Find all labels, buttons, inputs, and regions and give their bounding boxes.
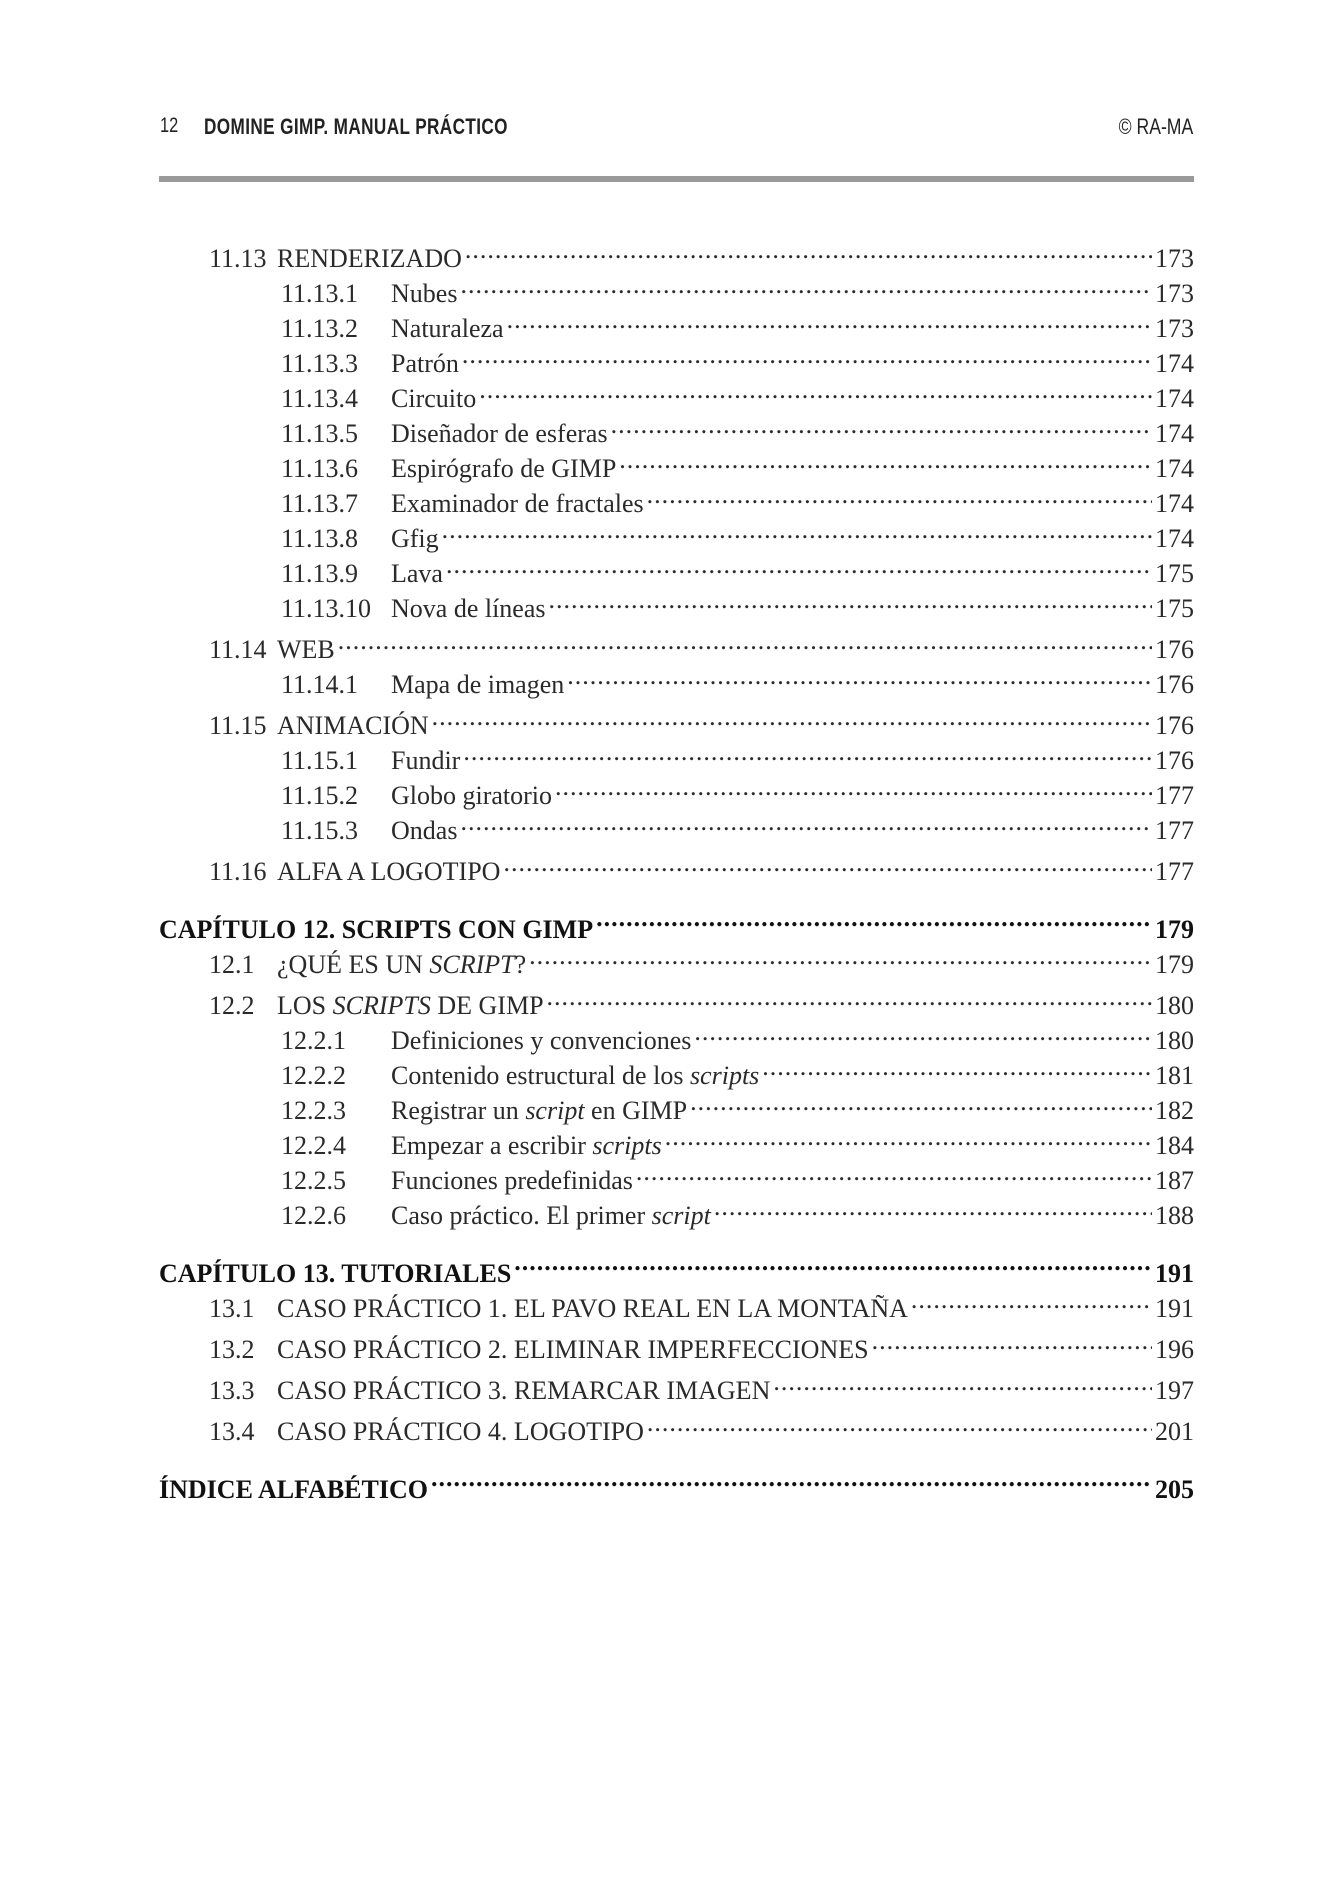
toc-entry-number: 12.2.5: [281, 1166, 346, 1195]
toc-entry-page: 174: [1155, 454, 1194, 483]
toc-dot-leader: [647, 477, 1152, 512]
toc-entry-page: 191: [1155, 1259, 1194, 1288]
toc-entry-page: 182: [1155, 1096, 1194, 1125]
toc-entry-title: ANIMACIÓN: [277, 711, 429, 740]
toc-entry-number: 12.2.1: [281, 1026, 346, 1055]
toc-dot-leader: [442, 512, 1152, 547]
toc-entry-page: 201: [1155, 1417, 1194, 1446]
toc-entry-title-italic: scripts: [592, 1131, 662, 1160]
toc-dot-leader: [549, 582, 1152, 617]
toc-dot-leader: [460, 267, 1152, 302]
toc-dot-leader: [463, 734, 1152, 769]
toc-entry-page: 174: [1155, 349, 1194, 378]
toc-entry-number: 11.13.8: [281, 524, 359, 553]
toc-entry-title-part: ¿QUÉ ES UN: [277, 950, 430, 979]
toc-entry-title-part: LOS: [277, 991, 333, 1020]
toc-entry-title-part: Registrar un: [391, 1096, 526, 1125]
toc-entry-page: 196: [1155, 1335, 1194, 1364]
toc-section-entry[interactable]: [159, 1364, 1194, 1405]
toc-entry-page: 173: [1155, 314, 1194, 343]
toc-entry-number: 11.15.3: [281, 816, 359, 845]
toc-entry-number: 12.2.3: [281, 1096, 346, 1125]
table-of-contents: [159, 232, 1194, 1504]
toc-entry-page: 177: [1155, 781, 1194, 810]
toc-entry-title: Circuito: [391, 384, 477, 413]
toc-entry-page: 179: [1155, 915, 1194, 944]
header-divider: [159, 176, 1194, 182]
toc-entry-number: 11.13.4: [281, 384, 359, 413]
toc-chapter-entry[interactable]: [159, 1458, 1194, 1504]
toc-entry-number: 11.13.7: [281, 489, 359, 518]
toc-dot-leader: [690, 1084, 1152, 1119]
toc-dot-leader: [460, 804, 1152, 839]
toc-entry-title: ALFA A LOGOTIPO: [277, 857, 501, 886]
toc-entry-title: CAPÍTULO 12. SCRIPTS CON GIMP: [159, 915, 594, 944]
toc-entry-title-italic: script: [651, 1201, 711, 1230]
header-page-number: 12: [160, 114, 179, 137]
toc-entry-page: 184: [1155, 1131, 1194, 1160]
toc-dot-leader: [462, 337, 1152, 372]
toc-entry-number: 11.15.2: [281, 781, 359, 810]
toc-dot-leader: [431, 1458, 1152, 1498]
toc-entry-number: 12.2.6: [281, 1201, 346, 1230]
toc-dot-leader: [911, 1282, 1152, 1317]
toc-entry-number: 11.13.1: [281, 279, 359, 308]
toc-dot-leader: [596, 898, 1152, 938]
toc-entry-number: 11.14: [209, 635, 267, 664]
toc-entry-page: 197: [1155, 1376, 1194, 1405]
toc-entry-page: 191: [1155, 1294, 1194, 1323]
toc-entry-title: Mapa de imagen: [391, 670, 565, 699]
toc-dot-leader: [338, 623, 1152, 658]
toc-entry-number: 12.2: [209, 991, 255, 1020]
toc-entry-title: Espirógrafo de GIMP: [391, 454, 617, 483]
header-book-title: DOMINE GIMP. MANUAL PRÁCTICO: [204, 114, 508, 139]
toc-section-entry[interactable]: [159, 699, 1194, 740]
toc-entry-title: Diseñador de esferas: [391, 419, 608, 448]
toc-entry-number: 13.2: [209, 1335, 255, 1364]
toc-entry-title: Lava: [391, 559, 443, 588]
toc-dot-leader: [547, 979, 1152, 1014]
toc-entry-number: 11.14.1: [281, 670, 359, 699]
toc-entry-title-part: Empezar a escribir: [391, 1131, 593, 1160]
toc-entry-title: CASO PRÁCTICO 3. REMARCAR IMAGEN: [277, 1376, 771, 1405]
toc-entry-title: Ondas: [391, 816, 458, 845]
toc-entry-page: 180: [1155, 1026, 1194, 1055]
toc-section-entry[interactable]: [159, 1405, 1194, 1446]
toc-entry-title: Fundir: [391, 746, 461, 775]
toc-entry-page: 180: [1155, 991, 1194, 1020]
toc-entry-page: 173: [1155, 279, 1194, 308]
toc-entry-title: CASO PRÁCTICO 4. LOGOTIPO: [277, 1417, 644, 1446]
toc-entry-title-part: en GIMP: [584, 1096, 688, 1125]
toc-entry-title: CAPÍTULO 13. TUTORIALES: [159, 1259, 512, 1288]
toc-entry-number: 11.13.10: [281, 594, 372, 623]
toc-entry-page: 187: [1155, 1166, 1194, 1195]
toc-entry-title: [391, 1128, 662, 1163]
toc-entry-number: 12.2.2: [281, 1061, 346, 1090]
toc-entry-title: RENDERIZADO: [277, 244, 462, 273]
toc-entry-title-italic: script: [525, 1096, 585, 1125]
toc-entry-title-italic: SCRIPT: [429, 950, 515, 979]
toc-entry-title-part: Contenido estructural de los: [391, 1061, 690, 1090]
toc-section-entry[interactable]: [159, 845, 1194, 886]
toc-entry-title: WEB: [277, 635, 335, 664]
toc-dot-leader: [762, 1049, 1152, 1084]
toc-entry-number: 12.1: [209, 950, 255, 979]
toc-dot-leader: [432, 699, 1152, 734]
toc-dot-leader: [567, 658, 1152, 693]
header-publisher: © RA-MA: [1118, 114, 1193, 139]
toc-entry-title: [391, 1198, 711, 1233]
toc-entry-page: 176: [1155, 711, 1194, 740]
toc-entry-page: 205: [1155, 1475, 1194, 1504]
toc-entry-number: 12.2.4: [281, 1131, 346, 1160]
toc-entry-title: CASO PRÁCTICO 1. EL PAVO REAL EN LA MONTAÑA: [277, 1294, 908, 1323]
toc-entry-page: 174: [1155, 419, 1194, 448]
toc-entry-page: 188: [1155, 1201, 1194, 1230]
toc-dot-leader: [872, 1323, 1152, 1358]
toc-entry-page: 176: [1155, 746, 1194, 775]
toc-entry-title: ÍNDICE ALFABÉTICO: [159, 1475, 428, 1504]
toc-dot-leader: [529, 938, 1152, 973]
toc-entry-title: Patrón: [391, 349, 459, 378]
toc-dot-leader: [514, 1242, 1152, 1282]
toc-entry-page: 174: [1155, 489, 1194, 518]
toc-entry-page: 175: [1155, 559, 1194, 588]
toc-entry-number: 11.13.3: [281, 349, 359, 378]
toc-entry-title: Funciones predefinidas: [391, 1166, 633, 1195]
toc-dot-leader: [555, 769, 1152, 804]
toc-dot-leader: [665, 1119, 1152, 1154]
toc-dot-leader: [647, 1405, 1152, 1440]
toc-entry-title-part: ?: [514, 950, 527, 979]
toc-entry-title: Definiciones y convenciones: [391, 1026, 692, 1055]
toc-dot-leader: [636, 1154, 1152, 1189]
toc-dot-leader: [619, 442, 1152, 477]
toc-entry-title: Naturaleza: [391, 314, 504, 343]
toc-entry-number: 11.13.2: [281, 314, 359, 343]
toc-entry-page: 181: [1155, 1061, 1194, 1090]
toc-entry-number: 13.1: [209, 1294, 255, 1323]
toc-entry-page: 177: [1155, 857, 1194, 886]
toc-dot-leader: [507, 302, 1152, 337]
toc-dot-leader: [446, 547, 1152, 582]
toc-dot-leader: [503, 845, 1152, 880]
toc-entry-title: Gfig: [391, 524, 439, 553]
toc-entry-title: Nova de líneas: [391, 594, 546, 623]
toc-entry-page: 179: [1155, 950, 1194, 979]
toc-entry-title: Examinador de fractales: [391, 489, 644, 518]
toc-entry-title: Nubes: [391, 279, 458, 308]
toc-entry-page: 174: [1155, 524, 1194, 553]
running-header: [160, 114, 1193, 144]
toc-entry-number: 13.4: [209, 1417, 255, 1446]
toc-dot-leader: [479, 372, 1152, 407]
toc-entry-number: 11.16: [209, 857, 267, 886]
toc-section-entry[interactable]: [159, 232, 1194, 273]
toc-dot-leader: [465, 232, 1152, 267]
toc-entry-page: 177: [1155, 816, 1194, 845]
toc-entry-title: [277, 988, 544, 1023]
toc-chapter-entry[interactable]: [159, 1242, 1194, 1288]
toc-entry-number: 11.13.9: [281, 559, 359, 588]
toc-section-entry[interactable]: [159, 979, 1194, 1020]
toc-dot-leader: [611, 407, 1152, 442]
toc-dot-leader: [714, 1189, 1152, 1224]
toc-section-entry[interactable]: [159, 1323, 1194, 1364]
toc-entry-page: 175: [1155, 594, 1194, 623]
toc-entry-title-part: DE GIMP: [430, 991, 544, 1020]
toc-section-entry[interactable]: [159, 623, 1194, 664]
toc-chapter-entry[interactable]: [159, 898, 1194, 944]
toc-entry-page: 174: [1155, 384, 1194, 413]
toc-entry-page: 173: [1155, 244, 1194, 273]
toc-entry-number: 13.3: [209, 1376, 255, 1405]
toc-entry-title: [277, 947, 526, 982]
toc-entry-page: 176: [1155, 635, 1194, 664]
toc-entry-title-part: Caso práctico. El primer: [391, 1201, 652, 1230]
toc-entry-number: 11.13: [209, 244, 267, 273]
toc-entry-title-italic: SCRIPTS: [332, 991, 431, 1020]
toc-entry-title: [391, 1093, 687, 1128]
toc-entry-number: 11.15: [209, 711, 267, 740]
toc-entry-title: Globo giratorio: [391, 781, 553, 810]
toc-entry-number: 11.15.1: [281, 746, 359, 775]
toc-entry-page: 176: [1155, 670, 1194, 699]
toc-dot-leader: [773, 1364, 1152, 1399]
toc-dot-leader: [694, 1014, 1152, 1049]
toc-entry-number: 11.13.5: [281, 419, 359, 448]
toc-entry-title-italic: scripts: [689, 1061, 760, 1090]
toc-entry-title: CASO PRÁCTICO 2. ELIMINAR IMPERFECCIONES: [277, 1335, 869, 1364]
toc-entry-number: 11.13.6: [281, 454, 359, 483]
